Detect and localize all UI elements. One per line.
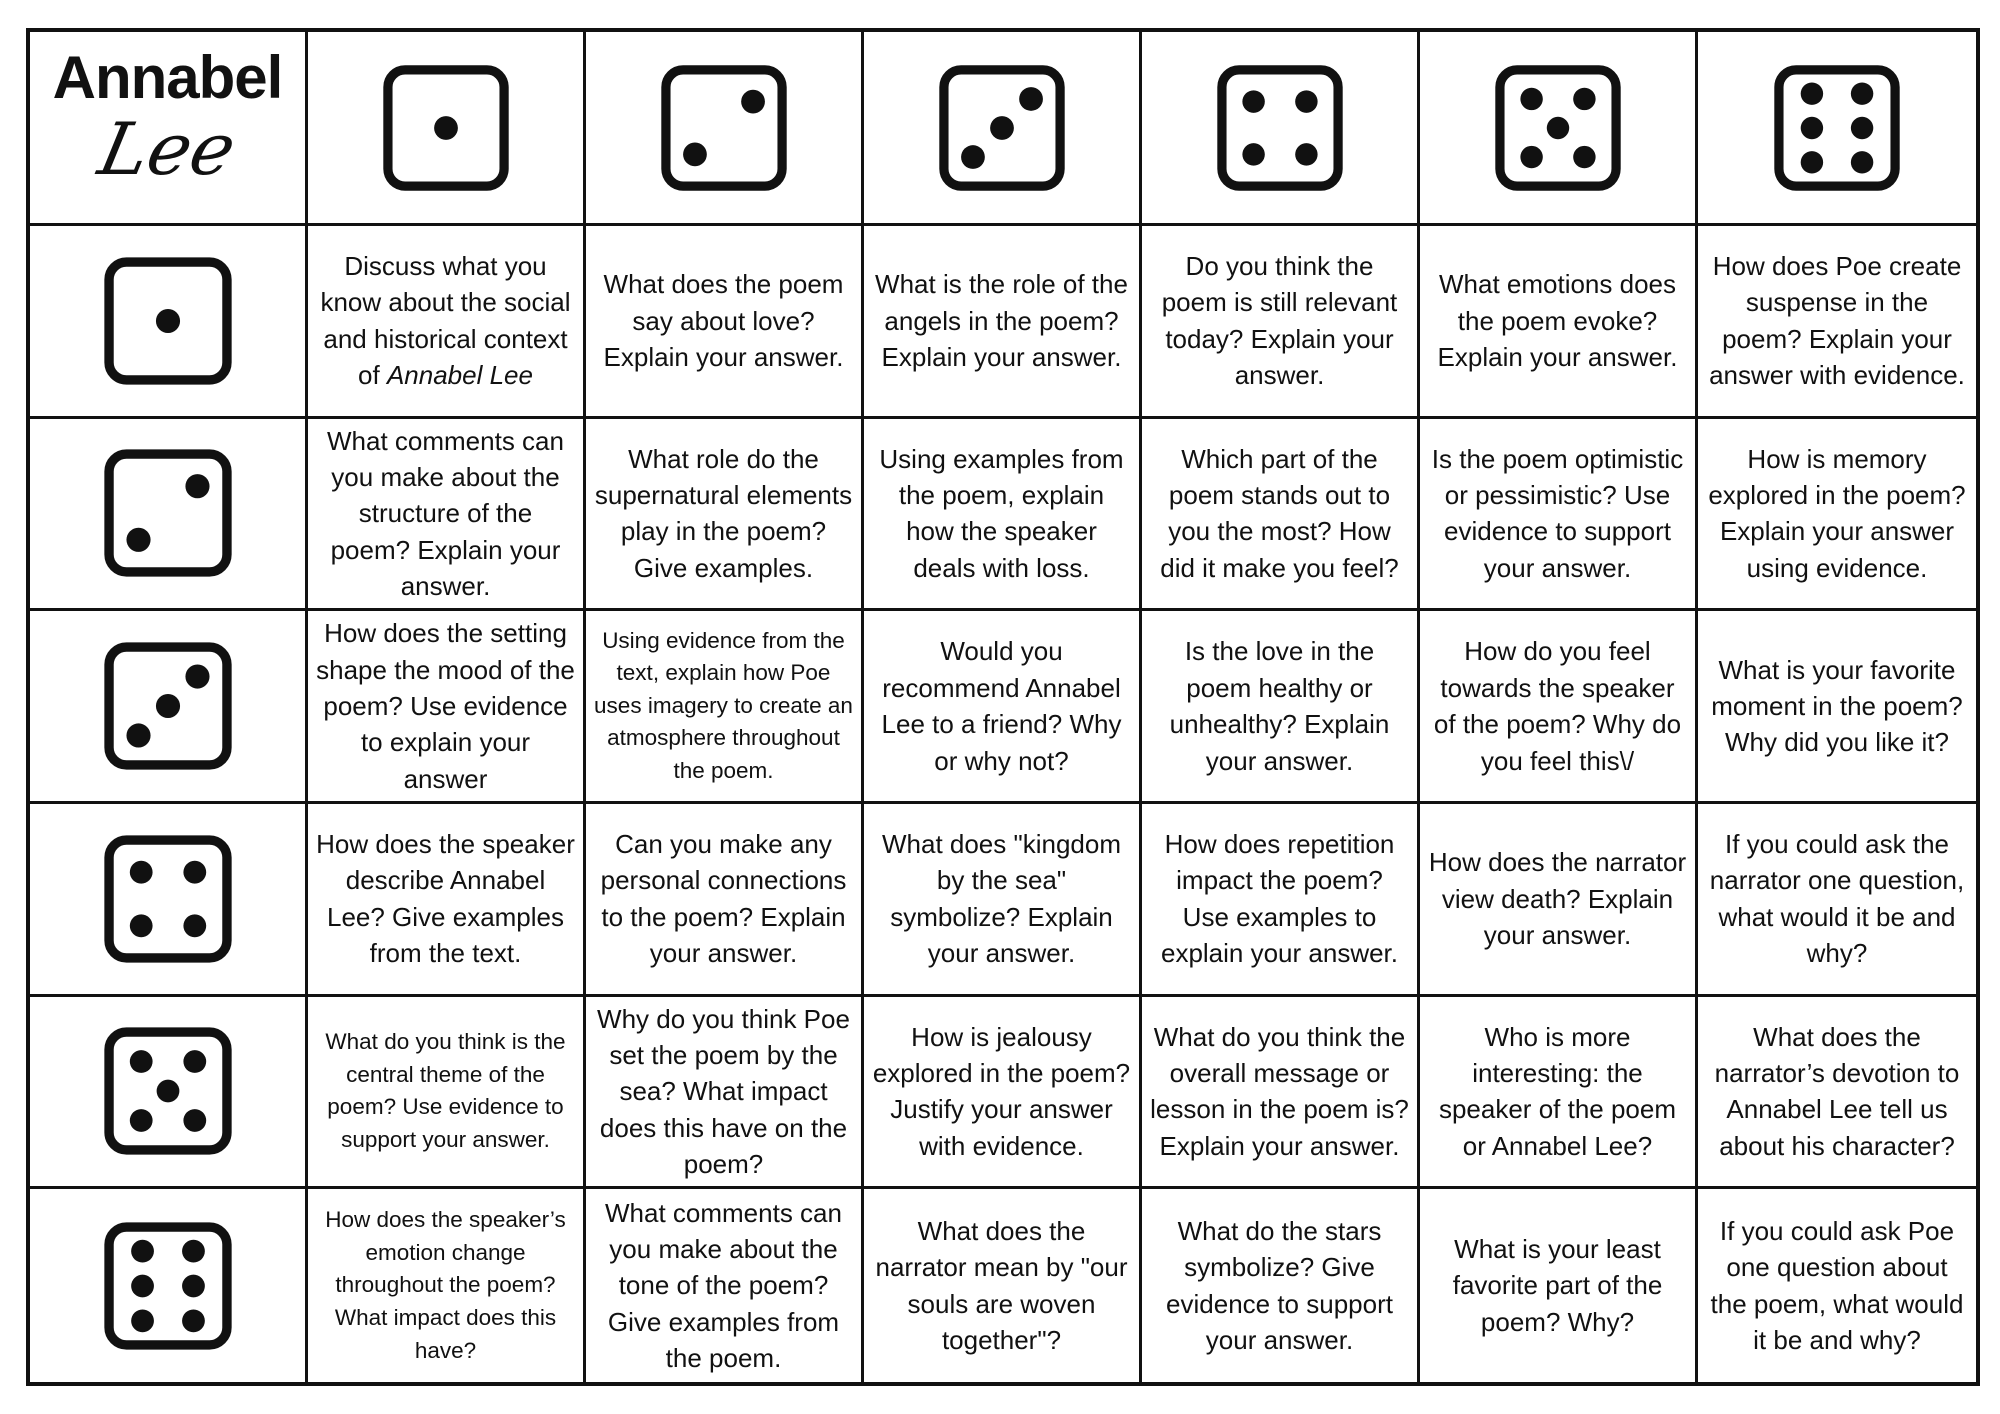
- question-3-6: What is your favorite moment in the poem? Why did you like it?: [1698, 611, 1976, 804]
- question-4-5: How does the narrator view death? Explain your answer.: [1420, 804, 1698, 997]
- question-3-2: Using evidence from the text, explain how Poe uses imagery to create an atmosphere throughout the poem.: [586, 611, 864, 804]
- question-6-5: What is your least favorite part of the poem? Why?: [1420, 1189, 1698, 1382]
- die-pip: [126, 528, 150, 552]
- title-script: Lee: [92, 107, 243, 191]
- die-1-icon: [101, 254, 235, 388]
- die-pip: [683, 142, 707, 166]
- row-die-cell-2: [30, 419, 308, 612]
- die-pip: [183, 914, 206, 937]
- die-5-icon: [1492, 62, 1624, 194]
- question-4-2: Can you make any personal connections to the poem? Explain your answer.: [586, 804, 864, 997]
- question-1-3: What is the role of the angels in the poem? Explain your answer.: [864, 226, 1142, 419]
- die-pip: [131, 1274, 154, 1297]
- die-1-icon: [380, 62, 512, 194]
- question-5-3: How is jealousy explored in the poem? Justify your answer with evidence.: [864, 997, 1142, 1190]
- question-2-6: How is memory explored in the poem? Explain your answer using evidence.: [1698, 419, 1976, 612]
- question-3-4: Is the love in the poem healthy or unhealthy? Explain your answer.: [1142, 611, 1420, 804]
- die-pip: [990, 116, 1014, 140]
- die-pip: [1851, 82, 1873, 104]
- question-6-6: If you could ask Poe one question about the poem, what would it be and why?: [1710, 1215, 1964, 1356]
- die-pip: [1546, 116, 1568, 138]
- die-pip: [156, 1080, 179, 1103]
- header-die-cell-5: [1420, 32, 1698, 226]
- die-pip: [126, 724, 150, 748]
- die-pip: [183, 1110, 206, 1133]
- question-1-5: What emotions does the poem evoke? Explain your answer.: [1420, 226, 1698, 419]
- header-die-cell-2: [586, 32, 864, 226]
- question-4-1: How does the speaker describe Annabel Lee? Give examples from the text.: [308, 804, 586, 997]
- die-pip: [155, 694, 179, 718]
- die-pip: [183, 1051, 206, 1074]
- die-outline: [109, 1227, 227, 1345]
- die-pip: [129, 1110, 152, 1133]
- header-die-cell-1: [308, 32, 586, 226]
- header-die-cell-6: [1698, 32, 1976, 226]
- die-pip: [1520, 87, 1542, 109]
- die-pip: [1019, 87, 1043, 111]
- question-4-3: What does "kingdom by the sea" symbolize? Explain your answer.: [864, 804, 1142, 997]
- title-main: Annabel: [52, 44, 283, 111]
- question-5-6: What does the narrator’s devotion to Annabel Lee tell us about his character?: [1698, 997, 1976, 1190]
- question-2-4: Which part of the poem stands out to you the most? How did it make you feel?: [1142, 419, 1420, 612]
- question-6-1: How does the speaker’s emotion change throughout the poem? What impact does this have?: [308, 1189, 586, 1382]
- die-2-icon: [101, 446, 235, 580]
- die-pip: [1801, 82, 1823, 104]
- die-6-icon: [1771, 62, 1903, 194]
- die-3-icon: [101, 639, 235, 773]
- die-pip: [129, 914, 152, 937]
- die-pip: [185, 665, 209, 689]
- die-4-icon: [1214, 62, 1346, 194]
- die-2-icon: [658, 62, 790, 194]
- question-5-1: What do you think is the central theme of the poem? Use evidence to support your answer.: [308, 997, 586, 1190]
- question-3-1: How does the setting shape the mood of the poem? Use evidence to explain your answer: [308, 611, 586, 804]
- dice-question-grid: [26, 28, 1980, 1386]
- die-pip: [1851, 116, 1873, 138]
- die-pip: [1851, 151, 1873, 173]
- die-pip: [1242, 90, 1264, 112]
- die-pip: [961, 145, 985, 169]
- question-4-4: How does repetition impact the poem? Use examples to explain your answer.: [1142, 804, 1420, 997]
- die-pip: [131, 1309, 154, 1332]
- row-die-cell-1: [30, 226, 308, 419]
- row-die-cell-4: [30, 804, 308, 997]
- die-pip: [1520, 145, 1542, 167]
- die-5-icon: [101, 1024, 235, 1158]
- row-die-cell-3: [30, 611, 308, 804]
- header-die-cell-4: [1142, 32, 1420, 226]
- question-1-1: Discuss what you know about the social and historical context of Annabel Lee: [308, 226, 586, 419]
- question-5-4: What do you think the overall message or lesson in the poem is? Explain your answer.: [1142, 997, 1420, 1190]
- die-6-icon: [101, 1219, 235, 1353]
- die-pip: [129, 1051, 152, 1074]
- question-2-2: What role do the supernatural elements play in the poem? Give examples.: [586, 419, 864, 612]
- question-2-3: Using examples from the poem, explain how the speaker deals with loss.: [864, 419, 1142, 612]
- question-1-2: What does the poem say about love? Explain your answer.: [586, 226, 864, 419]
- die-pip: [741, 89, 765, 113]
- die-pip: [1573, 145, 1595, 167]
- question-6-3: What does the narrator mean by "our souls are woven together"?: [864, 1189, 1142, 1382]
- question-6-4: What do the stars symbolize? Give evidence to support your answer.: [1142, 1189, 1420, 1382]
- die-pip: [182, 1274, 205, 1297]
- question-2-1: What comments can you make about the structure of the poem? Explain your answer.: [308, 419, 586, 612]
- poem-title-italic: Annabel Lee: [386, 360, 533, 391]
- die-pip: [1573, 87, 1595, 109]
- die-pip: [1242, 143, 1264, 165]
- question-1-6: How does Poe create suspense in the poem? Explain your answer with evidence.: [1698, 226, 1976, 419]
- question-3-3: Would you recommend Annabel Lee to a friend? Why or why not?: [864, 611, 1142, 804]
- die-pip: [131, 1239, 154, 1262]
- die-outline: [109, 455, 227, 573]
- header-die-cell-3: [864, 32, 1142, 226]
- die-pip: [185, 475, 209, 499]
- title-cell: [30, 32, 308, 226]
- question-4-6: If you could ask the narrator one question, what would it be and why?: [1698, 804, 1976, 997]
- die-pip: [1801, 116, 1823, 138]
- question-2-5: Is the poem optimistic or pessimistic? Use evidence to support your answer.: [1420, 419, 1698, 612]
- die-pip: [183, 861, 206, 884]
- question-5-2: Why do you think Poe set the poem by the sea? What impact does this have on the poem?: [586, 997, 864, 1190]
- question-3-5: How do you feel towards the speaker of the poem? Why do you feel this\/: [1420, 611, 1698, 804]
- die-3-icon: [936, 62, 1068, 194]
- question-5-5: Who is more interesting: the speaker of the poem or Annabel Lee?: [1420, 997, 1698, 1190]
- die-outline: [109, 840, 227, 958]
- die-pip: [434, 116, 458, 140]
- die-pip: [1801, 151, 1823, 173]
- die-pip: [129, 861, 152, 884]
- die-outline: [665, 69, 781, 185]
- die-pip: [155, 309, 179, 333]
- die-pip: [182, 1239, 205, 1262]
- die-pip: [1295, 90, 1317, 112]
- die-4-icon: [101, 832, 235, 966]
- die-pip: [1295, 143, 1317, 165]
- die-outline: [1221, 69, 1337, 185]
- question-1-4: Do you think the poem is still relevant today? Explain your answer.: [1142, 226, 1420, 419]
- question-6-2: What comments can you make about the tone of the poem? Give examples from the poem.: [586, 1189, 864, 1382]
- die-pip: [182, 1309, 205, 1332]
- row-die-cell-6: [30, 1189, 308, 1382]
- die-outline: [1779, 69, 1895, 185]
- row-die-cell-5: [30, 997, 308, 1190]
